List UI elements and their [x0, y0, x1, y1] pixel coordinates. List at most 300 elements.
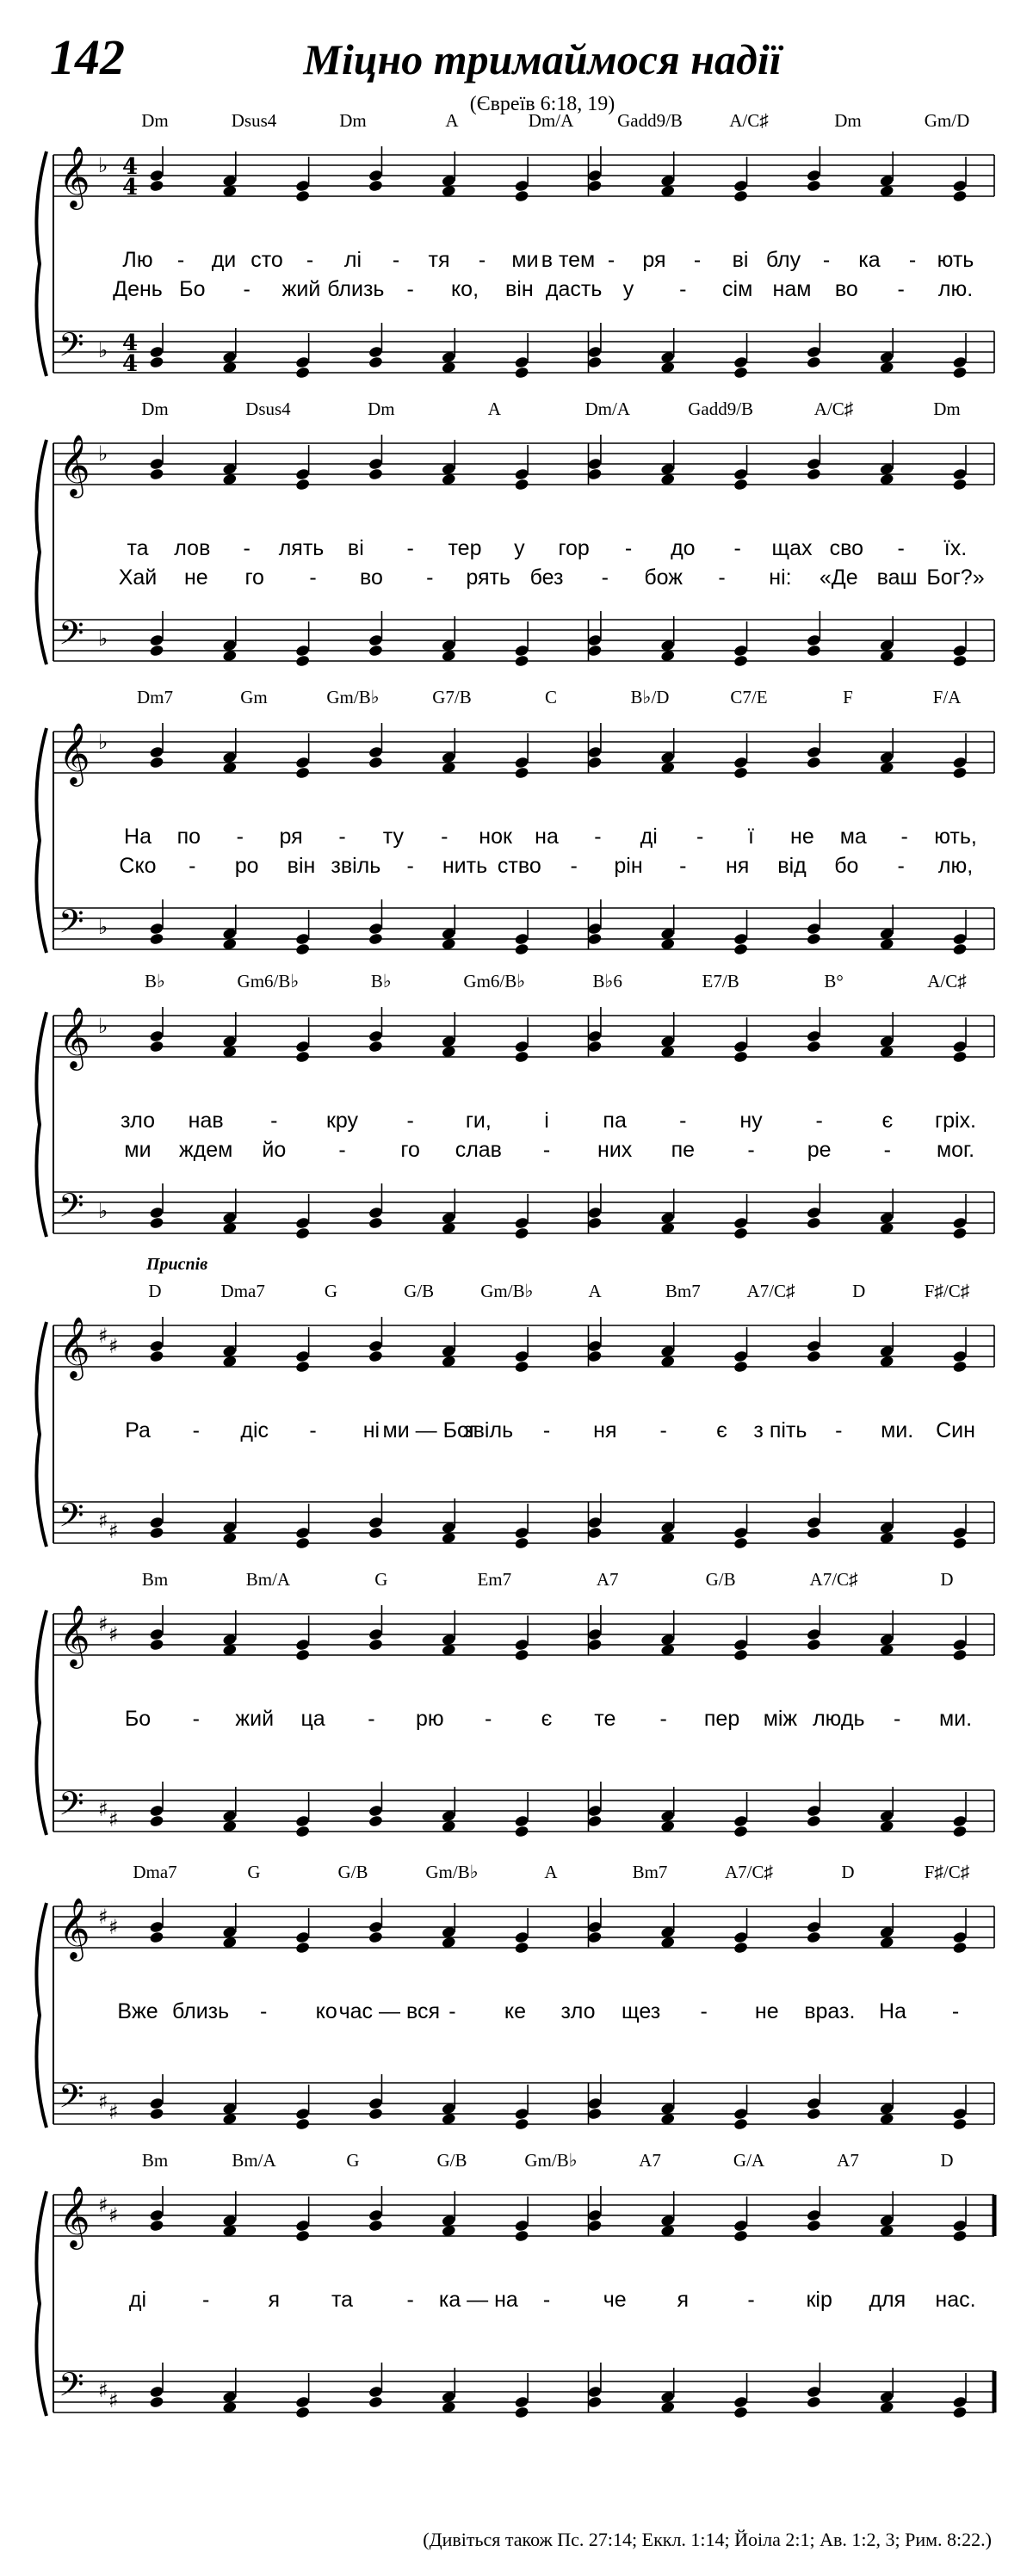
chord-symbol: Gm6/B♭ [463, 971, 526, 991]
note-head [149, 644, 164, 657]
note-head [806, 1638, 821, 1651]
note-head [295, 2117, 311, 2130]
treble-clef-icon: 𝄞 [59, 1005, 90, 1068]
chord-symbol: B♭ [370, 971, 392, 991]
lyric-syllable: ді [640, 825, 658, 849]
lyric-syllable: - [594, 825, 602, 849]
lyric-syllable: ня [725, 854, 750, 878]
chord-symbol: Dm/A [528, 110, 574, 131]
chord-symbol: D [852, 1281, 866, 1301]
lyric-syllable: ну [739, 1109, 763, 1133]
lyric-syllable: тя [428, 248, 450, 272]
chord-symbol: Dm [933, 398, 961, 419]
lyric-syllable: щах [771, 536, 813, 560]
system-bracket [36, 440, 46, 664]
lyric-syllable: - [392, 248, 400, 272]
lyric-syllable: мог. [936, 1138, 975, 1162]
note-head [368, 1814, 384, 1827]
chord-symbol: B° [824, 971, 844, 991]
section-label: Приспів [146, 1255, 208, 1274]
bass-clef-icon: 𝄢 [59, 614, 84, 660]
note-head [806, 644, 821, 657]
lyric-syllable: бож [644, 565, 684, 590]
chord-symbol: G/B [705, 1569, 736, 1590]
chord-symbol: Bm7 [632, 1862, 668, 1882]
note-head [806, 467, 821, 480]
note-head [514, 478, 529, 491]
lyric-syllable: не [183, 565, 208, 590]
chord-symbol: C [544, 687, 558, 707]
lyric-syllable: на [535, 825, 559, 849]
note-head [149, 1814, 164, 1827]
note-head [514, 366, 529, 379]
lyric-syllable: - [718, 565, 726, 590]
key-signature-icon: ♯ [98, 1797, 108, 1821]
lyric-syllable: ка — на [438, 2288, 518, 2312]
chord-symbol: G [324, 1281, 338, 1301]
note-head [952, 1536, 968, 1549]
lyric-syllable: - [406, 536, 414, 560]
lyric-syllable: кір [806, 2288, 832, 2312]
note-head [295, 1360, 311, 1373]
lyric-syllable: - [338, 1138, 346, 1162]
lyric-syllable: ре [807, 1138, 832, 1162]
lyric-syllable: між [763, 1707, 798, 1731]
lyric-syllable: - [679, 854, 687, 878]
note-head [149, 2219, 164, 2232]
note-head [952, 366, 968, 379]
lyric-syllable: жий [281, 277, 321, 301]
lyric-syllable: в тем [541, 248, 596, 272]
lyric-syllable: дасть [545, 277, 603, 301]
chord-symbol: B♭6 [592, 971, 622, 991]
lyric-syllable: рю [415, 1707, 444, 1731]
note-head [295, 1648, 311, 1661]
note-head [295, 2229, 311, 2242]
note-head [368, 1040, 384, 1053]
note-head [587, 1814, 603, 1827]
lyric-syllable: - [484, 1707, 492, 1731]
note-head [952, 189, 968, 202]
lyric-syllable: На [124, 825, 152, 849]
music-system [0, 687, 1033, 955]
chord-symbol: Bm7 [665, 1281, 701, 1301]
chord-symbol: D [148, 1281, 162, 1301]
lyric-syllable: - [815, 1109, 823, 1133]
lyric-syllable: Ра [125, 1418, 151, 1442]
chord-symbol: A/C♯ [813, 398, 854, 419]
hymn-number: 142 [50, 29, 125, 85]
system-bracket [36, 2191, 46, 2416]
lyric-syllable: - [900, 825, 908, 849]
note-head [368, 2107, 384, 2120]
music-system [0, 398, 1033, 667]
lyric-syllable: - [542, 1138, 551, 1162]
lyric-syllable: не [754, 1999, 779, 2023]
note-head [806, 1216, 821, 1229]
chord-symbol: A [487, 398, 501, 419]
bass-clef-icon: 𝄢 [59, 902, 84, 948]
lyric-syllable: - [259, 1999, 268, 2023]
lyric-syllable: - [236, 825, 244, 849]
note-head [806, 2395, 821, 2408]
scripture-reference: (Євреїв 6:18, 19) [469, 93, 615, 115]
note-head [149, 355, 164, 368]
note-head [733, 654, 749, 667]
lyric-syllable: го [244, 565, 264, 590]
note-head [952, 2229, 968, 2242]
chord-symbol: G [247, 1862, 261, 1882]
lyric-syllable: - [624, 536, 633, 560]
note-head [952, 1941, 968, 1954]
chord-symbol: Gm [240, 687, 268, 707]
chord-symbol: A7 [596, 1569, 619, 1590]
note-head [514, 2406, 529, 2418]
music-system [0, 110, 1033, 379]
lyric-syllable: лю, [937, 854, 974, 878]
lyric-syllable: - [897, 277, 905, 301]
chord-symbol: G7/B [432, 687, 472, 707]
lyric-syllable: во [834, 277, 858, 301]
lyric-syllable: нас. [935, 2288, 976, 2312]
chord-symbol: Dma7 [220, 1281, 265, 1301]
lyric-syllable: - [309, 565, 317, 590]
lyric-syllable: го [400, 1138, 420, 1162]
note-head [587, 1930, 603, 1943]
note-head [952, 1050, 968, 1063]
lyric-syllable: слав [455, 1138, 502, 1162]
lyric-syllable: - [883, 1138, 891, 1162]
lyric-syllable: - [338, 825, 346, 849]
lyric-syllable: - [441, 825, 448, 849]
key-signature-icon: ♭ [98, 1199, 108, 1223]
chord-symbol: Dm [368, 398, 395, 419]
lyric-syllable: ми. [938, 1707, 973, 1731]
note-head [514, 654, 529, 667]
chord-symbol: Gadd9/B [617, 110, 683, 131]
note-head [952, 2117, 968, 2130]
system-bracket [36, 1903, 46, 2128]
system-bracket [36, 728, 46, 953]
footer-reference-note: (Дивіться також Пс. 27:14; Еккл. 1:14; Йоіла 2:1; Ав. 1:2, 3; Рим. 8:22.) [423, 2529, 992, 2550]
note-head [806, 756, 821, 769]
lyric-syllable: жий [235, 1707, 275, 1731]
lyric-syllable: я [268, 2288, 281, 2312]
lyric-syllable: - [192, 1707, 201, 1731]
chord-symbol: A7 [639, 2150, 661, 2171]
lyric-syllable: він [505, 277, 534, 301]
lyric-syllable: - [406, 854, 414, 878]
lyric-syllable: - [542, 2288, 551, 2312]
lyric-syllable: ми — Бог [382, 1418, 478, 1442]
note-head [733, 2117, 749, 2130]
note-head [295, 942, 311, 955]
lyric-syllable: - [659, 1707, 667, 1731]
lyric-syllable: - [270, 1109, 278, 1133]
lyric-syllable: «Де [819, 565, 858, 590]
note-head [733, 2229, 749, 2242]
staff-svg [0, 1579, 1033, 1855]
lyric-syllable: враз. [804, 1999, 856, 2023]
note-head [368, 1350, 384, 1362]
note-head [806, 2107, 821, 2120]
lyric-syllable: ми [124, 1138, 152, 1162]
note-head [149, 2107, 164, 2120]
music-system [0, 1255, 1033, 1549]
lyric-syllable: рять [466, 565, 510, 590]
chord-symbol: Dm [141, 110, 169, 131]
note-head [733, 942, 749, 955]
key-signature-icon: ♯ [108, 1519, 119, 1543]
key-signature-icon: ♯ [98, 2193, 108, 2217]
note-head [587, 2219, 603, 2232]
chord-symbol: F♯/C♯ [924, 1281, 970, 1301]
chord-symbol: Gm/B♭ [425, 1862, 479, 1882]
note-head [149, 2395, 164, 2408]
lyric-syllable: - [747, 2288, 755, 2312]
lyric-syllable: - [659, 1418, 667, 1442]
note-head [368, 2395, 384, 2408]
lyric-syllable: нав [188, 1109, 224, 1133]
lyric-syllable: че [603, 2288, 627, 2312]
key-signature-icon: ♯ [98, 1905, 108, 1929]
lyric-syllable: - [679, 277, 687, 301]
lyric-syllable: - [897, 854, 905, 878]
lyric-syllable: з піть [753, 1418, 807, 1442]
note-head [733, 1050, 749, 1063]
note-head [587, 1638, 603, 1651]
lyric-syllable: - [243, 277, 251, 301]
note-head [952, 1825, 968, 1838]
lyric-syllable: ги, [465, 1109, 492, 1133]
note-head [733, 478, 749, 491]
note-head [368, 179, 384, 192]
chord-symbol: Gm/B♭ [326, 687, 380, 707]
lyric-syllable: ми [511, 248, 539, 272]
lyric-syllable: Хай [118, 565, 158, 590]
note-head [149, 467, 164, 480]
lyric-syllable: та [331, 2288, 354, 2312]
lyric-syllable: він [287, 854, 316, 878]
note-head [295, 2406, 311, 2418]
lyric-syllable: ми. [881, 1418, 914, 1442]
lyric-syllable: Ско [119, 854, 157, 878]
note-head [514, 1226, 529, 1239]
note-head [295, 1941, 311, 1954]
lyric-syllable: Вже [117, 1999, 158, 2023]
note-head [368, 932, 384, 945]
lyric-syllable: діс [240, 1418, 269, 1442]
note-head [368, 467, 384, 480]
lyric-syllable: я [677, 2288, 690, 2312]
note-head [733, 766, 749, 779]
note-head [295, 1050, 311, 1063]
lyric-syllable: нить [442, 854, 488, 878]
chord-symbol: G [346, 2150, 360, 2171]
chord-symbol: A7/C♯ [724, 1862, 774, 1882]
lyric-syllable: їх. [943, 536, 968, 560]
note-head [149, 1216, 164, 1229]
note-head [733, 1941, 749, 1954]
bass-clef-icon: 𝄢 [59, 1496, 84, 1542]
note-head [733, 2406, 749, 2418]
treble-clef-icon: 𝄞 [59, 1315, 90, 1378]
chord-symbol: A [544, 1862, 558, 1882]
bass-clef-icon: 𝄢 [59, 2365, 84, 2412]
lyric-syllable: кру [325, 1109, 359, 1133]
note-head [368, 644, 384, 657]
lyric-syllable: ка [858, 248, 881, 272]
key-signature-icon: ♯ [98, 1612, 108, 1636]
chord-symbol: A [588, 1281, 602, 1301]
chord-symbol: G/B [404, 1281, 435, 1301]
chord-symbol: A7/C♯ [746, 1281, 795, 1301]
lyric-syllable: - [908, 248, 917, 272]
note-head [733, 366, 749, 379]
note-head [952, 942, 968, 955]
lyric-syllable: близь [171, 1999, 230, 2023]
system-bracket [36, 1322, 46, 1547]
note-head [806, 1930, 821, 1943]
note-head [295, 1536, 311, 1549]
chord-symbol: Em7 [477, 1569, 512, 1590]
note-head [514, 1536, 529, 1549]
time-signature-denominator: 4 [122, 351, 139, 377]
note-head [587, 179, 603, 192]
note-head [952, 1226, 968, 1239]
note-head [806, 355, 821, 368]
lyric-syllable: па [603, 1109, 627, 1133]
key-signature-icon: ♯ [108, 2100, 119, 2124]
lyric-syllable: гріх. [934, 1109, 977, 1133]
lyric-syllable: - [893, 1707, 901, 1731]
lyric-syllable: звіль [463, 1418, 514, 1442]
lyric-syllable: по [176, 825, 201, 849]
note-head [514, 766, 529, 779]
lyric-syllable: щез [622, 1999, 661, 2023]
treble-clef-icon: 𝄞 [59, 433, 90, 496]
chord-symbol: D [841, 1862, 855, 1882]
chord-symbol: G/A [733, 2150, 765, 2171]
chord-symbol: Gm/B♭ [480, 1281, 534, 1301]
key-signature-icon: ♭ [98, 730, 108, 754]
lyric-syllable: нам [772, 277, 812, 301]
note-head [514, 942, 529, 955]
note-head [295, 189, 311, 202]
lyric-syllable: - [189, 854, 196, 878]
note-head [806, 179, 821, 192]
chord-symbol: Dm [339, 110, 367, 131]
bass-clef-icon: 𝄢 [59, 2077, 84, 2123]
lyric-syllable: ца [300, 1707, 325, 1731]
lyric-syllable: ї [748, 825, 754, 849]
lyric-syllable: до [671, 536, 696, 560]
lyric-syllable: блу [765, 248, 801, 272]
lyric-syllable: - [406, 277, 414, 301]
note-head [952, 478, 968, 491]
lyric-syllable: ря [279, 825, 303, 849]
lyric-syllable: ві [732, 248, 749, 272]
lyric-syllable: Бо [124, 1707, 152, 1731]
lyric-syllable: та [127, 536, 149, 560]
note-head [587, 932, 603, 945]
lyric-syllable: ня [593, 1418, 617, 1442]
note-head [295, 366, 311, 379]
note-head [587, 1040, 603, 1053]
note-head [149, 756, 164, 769]
note-head [368, 1930, 384, 1943]
note-head [295, 654, 311, 667]
lyric-syllable: зло [121, 1109, 155, 1133]
chord-symbol: Bm [141, 2150, 169, 2171]
lyric-syllable: - [201, 2288, 210, 2312]
lyric-syllable: звіль [331, 854, 381, 878]
chord-symbol: E7/B [702, 971, 739, 991]
note-head [514, 1050, 529, 1063]
note-head [514, 189, 529, 202]
note-head [587, 1526, 603, 1539]
staff-svg [0, 981, 1033, 1257]
lyric-syllable: те [594, 1707, 616, 1731]
note-head [587, 1350, 603, 1362]
lyric-syllable: лять [278, 536, 325, 560]
chord-symbol: Dma7 [133, 1862, 177, 1882]
note-head [368, 355, 384, 368]
hymn-title: Міцно тримаймося надії [303, 35, 782, 83]
lyric-syllable: є [881, 1109, 894, 1133]
chord-symbol: B♭/D [630, 687, 670, 707]
chord-symbol: Bm/A [232, 2150, 276, 2171]
lyric-syllable: ні: [769, 565, 792, 590]
chord-symbol: A [445, 110, 459, 131]
note-head [149, 1350, 164, 1362]
lyric-syllable: ко, [450, 277, 479, 301]
chord-symbol: Gadd9/B [688, 398, 754, 419]
note-head [514, 1648, 529, 1661]
lyric-syllable: без [529, 565, 564, 590]
note-head [952, 2406, 968, 2418]
lyric-syllable: На [878, 1999, 906, 2023]
key-signature-icon: ♭ [98, 338, 108, 362]
key-signature-icon: ♭ [98, 1014, 108, 1038]
lyric-syllable: є [541, 1707, 553, 1731]
system-bracket [36, 151, 46, 376]
note-head [587, 1216, 603, 1229]
key-signature-icon: ♭ [98, 627, 108, 651]
note-head [952, 766, 968, 779]
lyric-syllable: ють [937, 248, 974, 272]
lyric-syllable: є [716, 1418, 727, 1442]
lyric-syllable: людь [813, 1707, 865, 1731]
system-bracket [36, 1610, 46, 1835]
chord-symbol: A7 [837, 2150, 859, 2171]
lyric-syllable: близь [327, 277, 385, 301]
lyric-syllable: - [747, 1138, 755, 1162]
lyric-syllable: тер [448, 536, 482, 560]
lyric-syllable: во [359, 565, 383, 590]
treble-clef-icon: 𝄞 [59, 145, 90, 207]
lyric-syllable: сво [829, 536, 864, 560]
note-head [733, 1360, 749, 1373]
key-signature-icon: ♯ [108, 1622, 119, 1646]
key-signature-icon: ♭ [98, 915, 108, 939]
lyric-syllable: для [869, 2288, 906, 2312]
treble-clef-icon: 𝄞 [59, 721, 90, 784]
chord-symbol: Dm [141, 398, 169, 419]
lyric-syllable: - [570, 854, 578, 878]
lyric-syllable: ря [642, 248, 666, 272]
lyric-syllable: - [607, 248, 615, 272]
